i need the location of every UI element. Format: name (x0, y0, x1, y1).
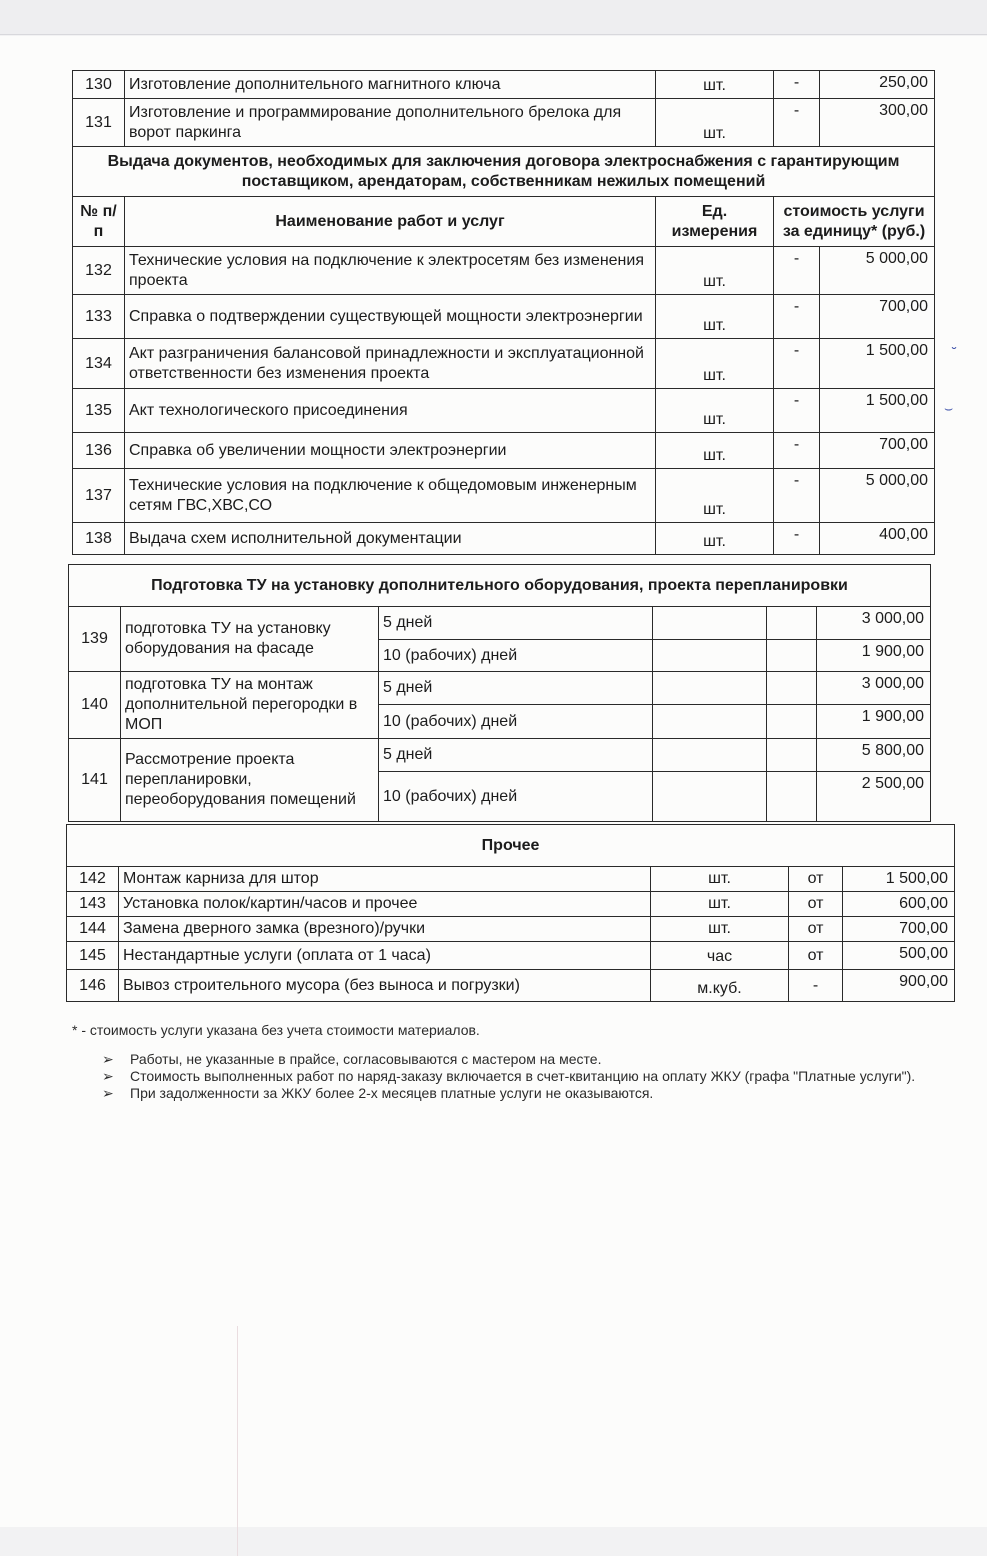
price: 5 000,00 (820, 247, 935, 295)
unit: шт. (656, 469, 774, 523)
service-name: подготовка ТУ на установку оборудования на фасаде (121, 607, 379, 672)
table-row (69, 607, 931, 640)
bullet-arrow-icon: ➢ (102, 1068, 114, 1084)
service-name: Справка об увеличении мощности электроэнергии (125, 433, 656, 469)
term-option: 10 (рабочих) дней (379, 772, 653, 822)
unit: шт. (656, 99, 774, 147)
service-name: Нестандартные услуги (оплата от 1 часа) (119, 942, 651, 970)
price: 1 500,00 (843, 867, 955, 892)
service-name: Акт разграничения балансовой принадлежности и эксплуатационной ответственности без изменения проекта (125, 339, 656, 389)
price: 2 500,00 (817, 772, 931, 822)
dash: - (774, 523, 820, 555)
dash: - (774, 339, 820, 389)
bullet-arrow-icon: ➢ (102, 1051, 114, 1067)
document-page (0, 36, 987, 1527)
price: 700,00 (820, 295, 935, 339)
note-text: Работы, не указанные в прайсе, согласовываются с мастером на месте. (130, 1051, 602, 1067)
price: 500,00 (843, 942, 955, 970)
table-row (73, 71, 935, 99)
service-name: Технические условия на подключение к общедомовым инженерным сетям ГВС,ХВС,СО (125, 469, 656, 523)
price: 300,00 (820, 99, 935, 147)
service-name: Изготовление и программирование дополнительного брелока для ворот паркинга (125, 99, 656, 147)
row-number: 139 (69, 607, 121, 672)
row-number: 136 (73, 433, 125, 469)
unit: час (651, 942, 789, 970)
price-prefix: от (789, 942, 843, 970)
price: 3 000,00 (817, 672, 931, 705)
table-row (67, 942, 955, 970)
price: 5 800,00 (817, 739, 931, 772)
table-row (73, 523, 935, 555)
header-price: стоимость услуги за единицу* (руб.) (774, 197, 935, 247)
price: 250,00 (820, 71, 935, 99)
unit: шт. (656, 339, 774, 389)
dash: - (774, 433, 820, 469)
term-option: 5 дней (379, 607, 653, 640)
row-number: 146 (67, 970, 119, 1002)
service-name: Замена дверного замка (врезного)/ручки (119, 917, 651, 942)
price: 900,00 (843, 970, 955, 1002)
table-row (73, 295, 935, 339)
table-row (73, 469, 935, 523)
table-row (69, 739, 931, 772)
row-number: 135 (73, 389, 125, 433)
row-number: 133 (73, 295, 125, 339)
unit: шт. (651, 917, 789, 942)
unit: шт. (656, 433, 774, 469)
row-number: 138 (73, 523, 125, 555)
service-name: Технические условия на подключение к электросетям без изменения проекта (125, 247, 656, 295)
dash: - (774, 295, 820, 339)
pen-mark: ˘ (952, 344, 957, 360)
column-header-row (73, 197, 935, 247)
footnote-star: * - стоимость услуги указана без учета стоимости материалов. (72, 1022, 480, 1038)
unit: шт. (656, 389, 774, 433)
term-option: 10 (рабочих) дней (379, 705, 653, 739)
note-item (72, 1085, 930, 1102)
bullet-arrow-icon: ➢ (102, 1085, 114, 1101)
price: 1 900,00 (817, 640, 931, 672)
table-row (73, 389, 935, 433)
dash: - (774, 71, 820, 99)
table-row (73, 339, 935, 389)
table-row (67, 917, 955, 942)
service-name: Монтаж карниза для штор (119, 867, 651, 892)
table-row (67, 867, 955, 892)
service-name: Выдача схем исполнительной документации (125, 523, 656, 555)
header-num: № п/п (73, 197, 125, 247)
price-table-other (66, 824, 955, 1002)
row-number: 134 (73, 339, 125, 389)
table-row (73, 433, 935, 469)
price: 1 900,00 (817, 705, 931, 739)
row-number: 130 (73, 71, 125, 99)
price-prefix: - (789, 970, 843, 1002)
term-option: 5 дней (379, 672, 653, 705)
section-title: Прочее (67, 825, 955, 867)
note-item (72, 1051, 930, 1068)
section-title: Подготовка ТУ на установку дополнительного оборудования, проекта перепланировки (69, 565, 931, 607)
note-text: При задолженности за ЖКУ более 2-х месяцев платные услуги не оказываются. (130, 1085, 654, 1101)
price: 700,00 (820, 433, 935, 469)
term-option: 10 (рабочих) дней (379, 640, 653, 672)
price: 1 500,00 (820, 339, 935, 389)
table-row (67, 892, 955, 917)
service-name: Вывоз строительного мусора (без выноса и погрузки) (119, 970, 651, 1002)
row-number: 141 (69, 739, 121, 822)
unit: шт. (651, 892, 789, 917)
unit: шт. (656, 523, 774, 555)
unit: м.куб. (651, 970, 789, 1002)
footnotes (72, 1022, 930, 1102)
row-number: 145 (67, 942, 119, 970)
price-table-documents (72, 70, 935, 555)
table-row (73, 247, 935, 295)
row-number: 143 (67, 892, 119, 917)
dash: - (774, 247, 820, 295)
dash: - (774, 389, 820, 433)
header-unit: Ед. измерения (656, 197, 774, 247)
dash: - (774, 469, 820, 523)
row-number: 132 (73, 247, 125, 295)
service-name: Справка о подтверждении существующей мощности электроэнергии (125, 295, 656, 339)
viewer-top-bar (0, 0, 987, 35)
term-option: 5 дней (379, 739, 653, 772)
service-name: подготовка ТУ на монтаж дополнительной перегородки в МОП (121, 672, 379, 739)
price: 1 500,00 (820, 389, 935, 433)
header-name: Наименование работ и услуг (125, 197, 656, 247)
table-row (69, 672, 931, 705)
price-prefix: от (789, 917, 843, 942)
service-name: Изготовление дополнительного магнитного ключа (125, 71, 656, 99)
table-row (73, 99, 935, 147)
row-number: 142 (67, 867, 119, 892)
scan-crease (237, 1326, 238, 1556)
note-text: Стоимость выполненных работ по наряд-заказу включается в счет-квитанцию на оплату ЖКУ (графа "Платные услуги"). (130, 1068, 916, 1084)
price: 400,00 (820, 523, 935, 555)
row-number: 144 (67, 917, 119, 942)
price: 3 000,00 (817, 607, 931, 640)
unit: шт. (656, 295, 774, 339)
price-table-tu (68, 564, 931, 822)
note-item (72, 1068, 930, 1085)
unit: шт. (651, 867, 789, 892)
service-name: Рассмотрение проекта перепланировки, переоборудования помещений (121, 739, 379, 822)
row-number: 137 (73, 469, 125, 523)
pen-mark: ⌣ (944, 400, 954, 416)
section-title: Выдача документов, необходимых для заключения договора электроснабжения с гарантирующим поставщиком, арендаторам, собственникам нежилых помещений (73, 147, 935, 197)
price: 600,00 (843, 892, 955, 917)
table-row (67, 970, 955, 1002)
price: 700,00 (843, 917, 955, 942)
price-prefix: от (789, 892, 843, 917)
price: 5 000,00 (820, 469, 935, 523)
unit: шт. (656, 247, 774, 295)
service-name: Акт технологического присоединения (125, 389, 656, 433)
service-name: Установка полок/картин/часов и прочее (119, 892, 651, 917)
dash: - (774, 99, 820, 147)
price-prefix: от (789, 867, 843, 892)
unit: шт. (656, 71, 774, 99)
row-number: 131 (73, 99, 125, 147)
row-number: 140 (69, 672, 121, 739)
